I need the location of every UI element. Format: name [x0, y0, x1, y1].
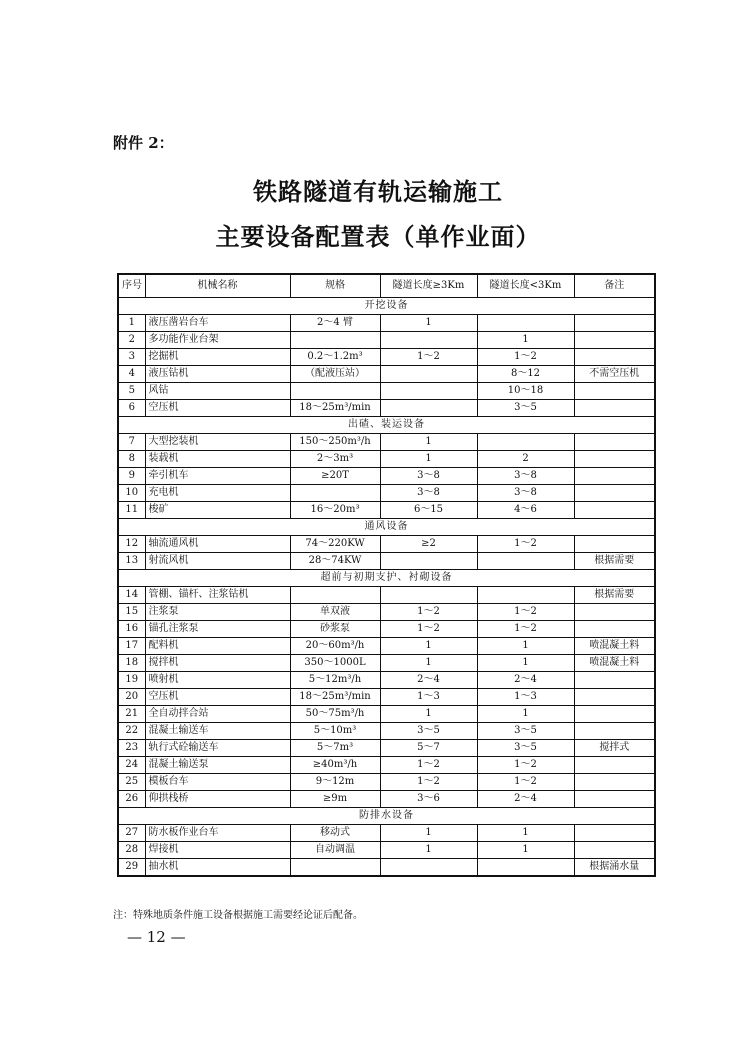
- cell-qty-short-tunnel: 1: [477, 842, 574, 859]
- cell-qty-long-tunnel: [380, 859, 477, 877]
- cell-qty-short-tunnel: 1～3: [477, 689, 574, 706]
- page-number: — 12 —: [127, 928, 186, 946]
- cell-qty-long-tunnel: 1: [380, 825, 477, 842]
- cell-equipment-name: 锚孔注浆泵: [145, 621, 290, 638]
- table-row: [118, 383, 655, 400]
- cell-qty-short-tunnel: 3～8: [477, 468, 574, 485]
- cell-specification: 自动调温: [290, 842, 380, 859]
- cell-index: 24: [118, 757, 145, 774]
- cell-equipment-name: 仰拱栈桥: [145, 791, 290, 808]
- cell-specification: 5～10m³: [290, 723, 380, 740]
- section-header-row: [118, 519, 655, 536]
- cell-specification: 2～3m³: [290, 451, 380, 468]
- cell-qty-long-tunnel: 1～2: [380, 757, 477, 774]
- table-row: [118, 434, 655, 451]
- cell-remark: [574, 536, 655, 553]
- table-row: [118, 553, 655, 570]
- cell-qty-short-tunnel: [477, 553, 574, 570]
- table-row: [118, 587, 655, 604]
- cell-remark: [574, 757, 655, 774]
- cell-qty-long-tunnel: 1: [380, 842, 477, 859]
- cell-index: 22: [118, 723, 145, 740]
- cell-qty-short-tunnel: 1～2: [477, 621, 574, 638]
- cell-index: 21: [118, 706, 145, 723]
- table-row: [118, 740, 655, 757]
- cell-index: 12: [118, 536, 145, 553]
- cell-remark: [574, 434, 655, 451]
- cell-qty-long-tunnel: 1～2: [380, 349, 477, 366]
- cell-index: 2: [118, 332, 145, 349]
- cell-equipment-name: 管棚、锚杆、注浆钻机: [145, 587, 290, 604]
- section-title: 通风设备: [118, 519, 655, 536]
- table-row: [118, 757, 655, 774]
- cell-qty-long-tunnel: ≥2: [380, 536, 477, 553]
- cell-qty-short-tunnel: 1～2: [477, 604, 574, 621]
- cell-remark: [574, 502, 655, 519]
- cell-qty-long-tunnel: 3～8: [380, 468, 477, 485]
- column-header-long-tunnel: 隧道长度≥3Km: [380, 274, 477, 298]
- cell-qty-long-tunnel: 6～15: [380, 502, 477, 519]
- cell-qty-short-tunnel: 10～18: [477, 383, 574, 400]
- table-row: [118, 672, 655, 689]
- cell-specification: 18～25m³/min: [290, 400, 380, 417]
- table-row: [118, 315, 655, 332]
- cell-remark: 喷混凝土料: [574, 655, 655, 672]
- cell-equipment-name: 多功能作业台架: [145, 332, 290, 349]
- cell-remark: [574, 774, 655, 791]
- cell-equipment-name: 注浆泵: [145, 604, 290, 621]
- cell-remark: 喷混凝土料: [574, 638, 655, 655]
- table-row: [118, 400, 655, 417]
- cell-qty-short-tunnel: [477, 859, 574, 877]
- column-header-name: 机械名称: [145, 274, 290, 298]
- cell-index: 6: [118, 400, 145, 417]
- table-row: [118, 485, 655, 502]
- cell-qty-short-tunnel: 1: [477, 825, 574, 842]
- cell-index: 14: [118, 587, 145, 604]
- cell-specification: （配液压站）: [290, 366, 380, 383]
- table-row: [118, 842, 655, 859]
- column-header-short-tunnel: 隧道长度<3Km: [477, 274, 574, 298]
- cell-equipment-name: 混凝土输送车: [145, 723, 290, 740]
- cell-qty-long-tunnel: 1～2: [380, 621, 477, 638]
- table-row: [118, 604, 655, 621]
- table-row: [118, 332, 655, 349]
- cell-equipment-name: 抽水机: [145, 859, 290, 877]
- cell-equipment-name: 大型挖装机: [145, 434, 290, 451]
- cell-specification: [290, 587, 380, 604]
- table-row: [118, 638, 655, 655]
- table-row: [118, 706, 655, 723]
- attachment-label: 附件 2：: [113, 134, 174, 152]
- cell-index: 19: [118, 672, 145, 689]
- table-row: [118, 621, 655, 638]
- cell-specification: 18～25m³/min: [290, 689, 380, 706]
- cell-specification: 0.2～1.2m³: [290, 349, 380, 366]
- cell-remark: [574, 400, 655, 417]
- cell-index: 3: [118, 349, 145, 366]
- cell-remark: [574, 791, 655, 808]
- document-title-line-2: 主要设备配置表（单作业面）: [215, 222, 541, 251]
- cell-equipment-name: 轴流通风机: [145, 536, 290, 553]
- cell-qty-long-tunnel: 1～3: [380, 689, 477, 706]
- cell-index: 10: [118, 485, 145, 502]
- table-row: [118, 536, 655, 553]
- cell-specification: 单双液: [290, 604, 380, 621]
- cell-qty-long-tunnel: 1～2: [380, 774, 477, 791]
- cell-index: 27: [118, 825, 145, 842]
- cell-index: 4: [118, 366, 145, 383]
- cell-index: 13: [118, 553, 145, 570]
- cell-qty-short-tunnel: 1: [477, 706, 574, 723]
- cell-specification: 74～220KW: [290, 536, 380, 553]
- cell-equipment-name: 喷射机: [145, 672, 290, 689]
- cell-qty-long-tunnel: 2～4: [380, 672, 477, 689]
- cell-remark: [574, 621, 655, 638]
- cell-specification: 5～7m³: [290, 740, 380, 757]
- column-header-remark: 备注: [574, 274, 655, 298]
- cell-remark: [574, 349, 655, 366]
- cell-qty-long-tunnel: [380, 587, 477, 604]
- cell-remark: [574, 315, 655, 332]
- cell-qty-short-tunnel: 1: [477, 655, 574, 672]
- cell-index: 9: [118, 468, 145, 485]
- section-header-row: [118, 417, 655, 434]
- cell-index: 15: [118, 604, 145, 621]
- cell-qty-short-tunnel: 8～12: [477, 366, 574, 383]
- cell-specification: 5～12m³/h: [290, 672, 380, 689]
- table-row: [118, 502, 655, 519]
- cell-equipment-name: 模板台车: [145, 774, 290, 791]
- table-row: [118, 655, 655, 672]
- cell-qty-long-tunnel: 1: [380, 315, 477, 332]
- cell-remark: 不需空压机: [574, 366, 655, 383]
- cell-equipment-name: 液压凿岩台车: [145, 315, 290, 332]
- cell-qty-long-tunnel: [380, 553, 477, 570]
- cell-specification: [290, 485, 380, 502]
- cell-qty-long-tunnel: 1: [380, 638, 477, 655]
- cell-qty-short-tunnel: 3～5: [477, 400, 574, 417]
- column-header-spec: 规格: [290, 274, 380, 298]
- cell-remark: [574, 485, 655, 502]
- cell-remark: 根据需要: [574, 587, 655, 604]
- cell-specification: [290, 859, 380, 877]
- cell-qty-short-tunnel: 2～4: [477, 672, 574, 689]
- cell-qty-short-tunnel: 1～2: [477, 536, 574, 553]
- cell-equipment-name: 轨行式砼输送车: [145, 740, 290, 757]
- cell-equipment-name: 梭矿: [145, 502, 290, 519]
- cell-qty-short-tunnel: [477, 434, 574, 451]
- section-title: 超前与初期支护、衬砌设备: [118, 570, 655, 587]
- cell-specification: 9～12m: [290, 774, 380, 791]
- table-header-row: [118, 274, 655, 298]
- cell-equipment-name: 防水板作业台车: [145, 825, 290, 842]
- cell-qty-long-tunnel: 1: [380, 434, 477, 451]
- table-row: [118, 825, 655, 842]
- cell-specification: ≥9m: [290, 791, 380, 808]
- table-row: [118, 366, 655, 383]
- cell-equipment-name: 装载机: [145, 451, 290, 468]
- table-row: [118, 468, 655, 485]
- cell-specification: 350～1000L: [290, 655, 380, 672]
- table-row: [118, 859, 655, 877]
- cell-qty-short-tunnel: 3～5: [477, 740, 574, 757]
- table-row: [118, 689, 655, 706]
- cell-index: 26: [118, 791, 145, 808]
- section-title: 出碴、装运设备: [118, 417, 655, 434]
- cell-qty-short-tunnel: 2～4: [477, 791, 574, 808]
- cell-equipment-name: 充电机: [145, 485, 290, 502]
- section-header-row: [118, 808, 655, 825]
- cell-remark: [574, 723, 655, 740]
- cell-index: 28: [118, 842, 145, 859]
- cell-remark: [574, 604, 655, 621]
- cell-equipment-name: 牵引机车: [145, 468, 290, 485]
- cell-index: 5: [118, 383, 145, 400]
- cell-qty-long-tunnel: 3～6: [380, 791, 477, 808]
- cell-qty-short-tunnel: 1～2: [477, 757, 574, 774]
- cell-index: 7: [118, 434, 145, 451]
- cell-qty-short-tunnel: 4～6: [477, 502, 574, 519]
- cell-equipment-name: 空压机: [145, 400, 290, 417]
- cell-specification: ≥20T: [290, 468, 380, 485]
- cell-equipment-name: 搅拌机: [145, 655, 290, 672]
- cell-equipment-name: 射流风机: [145, 553, 290, 570]
- cell-index: 8: [118, 451, 145, 468]
- section-title: 防排水设备: [118, 808, 655, 825]
- table-row: [118, 451, 655, 468]
- section-header-row: [118, 570, 655, 587]
- cell-qty-long-tunnel: 1: [380, 706, 477, 723]
- cell-qty-short-tunnel: 3～8: [477, 485, 574, 502]
- cell-qty-short-tunnel: [477, 587, 574, 604]
- table-row: [118, 774, 655, 791]
- cell-remark: [574, 468, 655, 485]
- cell-qty-short-tunnel: [477, 315, 574, 332]
- section-title: 开挖设备: [118, 298, 655, 315]
- cell-equipment-name: 焊接机: [145, 842, 290, 859]
- cell-qty-long-tunnel: 1: [380, 451, 477, 468]
- cell-qty-short-tunnel: 2: [477, 451, 574, 468]
- cell-qty-short-tunnel: 1～2: [477, 349, 574, 366]
- cell-qty-long-tunnel: 5～7: [380, 740, 477, 757]
- cell-index: 29: [118, 859, 145, 877]
- cell-qty-long-tunnel: 3～8: [380, 485, 477, 502]
- cell-remark: 搅拌式: [574, 740, 655, 757]
- cell-specification: 移动式: [290, 825, 380, 842]
- cell-qty-long-tunnel: [380, 383, 477, 400]
- cell-specification: 砂浆泵: [290, 621, 380, 638]
- cell-specification: 16～20m³: [290, 502, 380, 519]
- cell-specification: ≥40m³/h: [290, 757, 380, 774]
- cell-index: 1: [118, 315, 145, 332]
- cell-specification: 20～60m³/h: [290, 638, 380, 655]
- table-row: [118, 349, 655, 366]
- cell-qty-long-tunnel: 3～5: [380, 723, 477, 740]
- cell-remark: 根据涌水量: [574, 859, 655, 877]
- cell-remark: [574, 689, 655, 706]
- document-title-line-1: 铁路隧道有轨运输施工: [253, 177, 503, 206]
- cell-specification: [290, 332, 380, 349]
- cell-qty-short-tunnel: 1: [477, 638, 574, 655]
- cell-qty-long-tunnel: [380, 400, 477, 417]
- cell-equipment-name: 挖掘机: [145, 349, 290, 366]
- table-row: [118, 791, 655, 808]
- cell-remark: [574, 451, 655, 468]
- cell-index: 25: [118, 774, 145, 791]
- cell-remark: [574, 706, 655, 723]
- cell-equipment-name: 混凝土输送泵: [145, 757, 290, 774]
- cell-specification: 28～74KW: [290, 553, 380, 570]
- cell-remark: [574, 332, 655, 349]
- cell-index: 18: [118, 655, 145, 672]
- cell-qty-long-tunnel: 1: [380, 655, 477, 672]
- cell-remark: [574, 825, 655, 842]
- cell-equipment-name: 风钻: [145, 383, 290, 400]
- cell-qty-short-tunnel: 1: [477, 332, 574, 349]
- cell-remark: [574, 842, 655, 859]
- cell-index: 23: [118, 740, 145, 757]
- cell-specification: 50～75m³/h: [290, 706, 380, 723]
- table-body: [118, 298, 655, 877]
- cell-specification: 150～250m³/h: [290, 434, 380, 451]
- cell-remark: [574, 672, 655, 689]
- cell-remark: [574, 383, 655, 400]
- cell-qty-long-tunnel: [380, 366, 477, 383]
- footnote: 注：特殊地质条件施工设备根据施工需要经论证后配备。: [113, 910, 363, 921]
- cell-index: 16: [118, 621, 145, 638]
- cell-index: 20: [118, 689, 145, 706]
- cell-index: 17: [118, 638, 145, 655]
- cell-index: 11: [118, 502, 145, 519]
- cell-qty-short-tunnel: 3～5: [477, 723, 574, 740]
- cell-qty-short-tunnel: 1～2: [477, 774, 574, 791]
- cell-remark: 根据需要: [574, 553, 655, 570]
- cell-specification: 2～4 臂: [290, 315, 380, 332]
- cell-specification: [290, 383, 380, 400]
- cell-qty-long-tunnel: [380, 332, 477, 349]
- cell-equipment-name: 配料机: [145, 638, 290, 655]
- equipment-table: [117, 273, 656, 877]
- column-header-index: 序号: [118, 274, 145, 298]
- table-row: [118, 723, 655, 740]
- cell-equipment-name: 液压钻机: [145, 366, 290, 383]
- cell-equipment-name: 空压机: [145, 689, 290, 706]
- cell-equipment-name: 全自动拌合站: [145, 706, 290, 723]
- cell-qty-long-tunnel: 1～2: [380, 604, 477, 621]
- section-header-row: [118, 298, 655, 315]
